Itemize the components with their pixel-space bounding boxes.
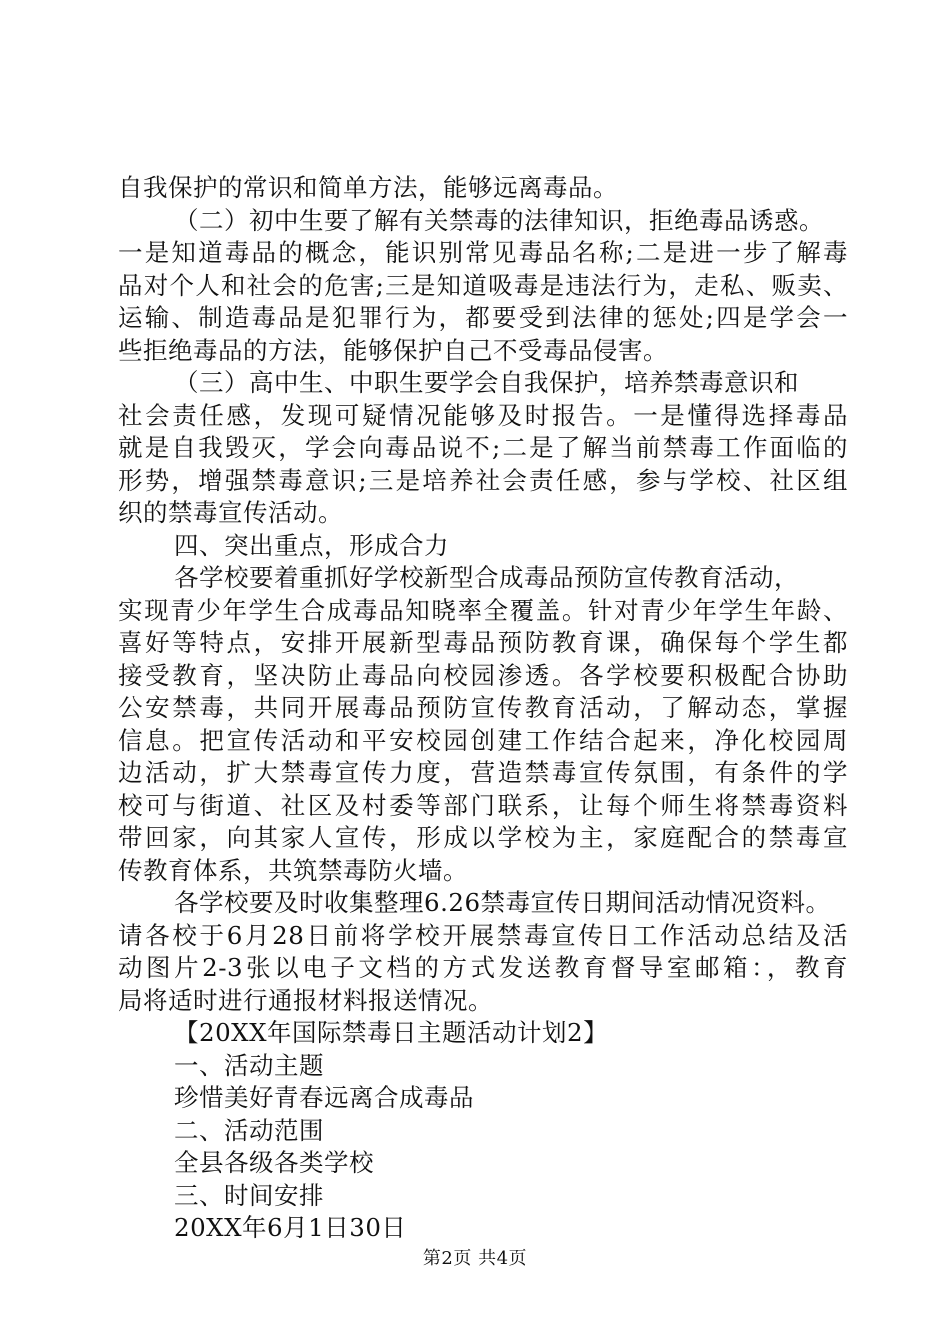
text-line: 全县各级各类学校 (174, 1148, 374, 1177)
section-heading: 三、时间安排 (174, 1180, 324, 1210)
text-line: 运输、制造毒品是犯罪行为，都要受到法律的惩处;四是学会一 (118, 303, 848, 332)
text-line: 请各校于6月28日前将学校开展禁毒宣传日工作活动总结及活 (118, 920, 848, 950)
text-line: 品对个人和社会的危害;三是知道吸毒是违法行为，走私、贩卖、 (118, 270, 848, 300)
text-line: 公安禁毒，共同开展毒品预防宣传教育活动，了解动态，掌握 (118, 693, 848, 722)
text-line: 喜好等特点，安排开展新型毒品预防教育课，确保每个学生都 (118, 628, 848, 657)
text-line: 动图片2-3张以电子文档的方式发送教育督导室邮箱：，教育 (118, 953, 848, 982)
document-body (118, 172, 848, 1245)
plan-title: 【20XX年国际禁毒日主题活动计划2】 (174, 1018, 609, 1047)
section-heading: 四、突出重点，形成合力 (174, 530, 449, 560)
text-line: 形势，增强禁毒意识;三是培养社会责任感，参与学校、社区组 (118, 465, 848, 495)
text-line: （三）高中生、中职生要学会自我保护，培养禁毒意识和 (174, 368, 799, 397)
text-line: 社会责任感，发现可疑情况能够及时报告。一是懂得选择毒品 (118, 400, 848, 430)
text-line: 带回家，向其家人宣传，形成以学校为主，家庭配合的禁毒宣 (118, 823, 848, 852)
text-line: 接受教育，坚决防止毒品向校园渗透。各学校要积极配合协助 (118, 660, 848, 690)
text-line: 传教育体系，共筑禁毒防火墙。 (118, 855, 468, 885)
text-line: 织的禁毒宣传活动。 (118, 498, 343, 527)
section-heading: 二、活动范围 (174, 1115, 324, 1145)
text-line: 一是知道毒品的概念，能识别常见毒品名称;二是进一步了解毒 (118, 238, 848, 267)
section-heading: 一、活动主题 (174, 1050, 324, 1080)
text-line: 信息。把宣传活动和平安校园创建工作结合起来，净化校园周 (118, 725, 848, 755)
text-line: 自我保护的常识和简单方法，能够远离毒品。 (118, 173, 618, 202)
text-line: 就是自我毁灭，学会向毒品说不;二是了解当前禁毒工作面临的 (118, 433, 848, 462)
text-line: 各学校要着重抓好学校新型合成毒品预防宣传教育活动， (174, 563, 799, 592)
text-line: 校可与街道、社区及村委等部门联系，让每个师生将禁毒资料 (118, 790, 848, 820)
text-line: 局将适时进行通报材料报送情况。 (118, 985, 493, 1015)
text-line: 各学校要及时收集整理6.26禁毒宣传日期间活动情况资料。 (174, 888, 831, 917)
text-line: （二）初中生要了解有关禁毒的法律知识，拒绝毒品诱惑。 (174, 205, 824, 235)
text-line: 20XX年6月1日30日 (174, 1213, 407, 1242)
text-line: 珍惜美好青春远离合成毒品 (174, 1083, 474, 1112)
text-line: 些拒绝毒品的方法，能够保护自己不受毒品侵害。 (118, 335, 668, 365)
page-number-footer: 第2页 共4页 (422, 1248, 528, 1269)
text-line: 实现青少年学生合成毒品知晓率全覆盖。针对青少年学生年龄、 (118, 595, 848, 625)
text-line: 边活动，扩大禁毒宣传力度，营造禁毒宣传氛围，有条件的学 (118, 758, 848, 787)
